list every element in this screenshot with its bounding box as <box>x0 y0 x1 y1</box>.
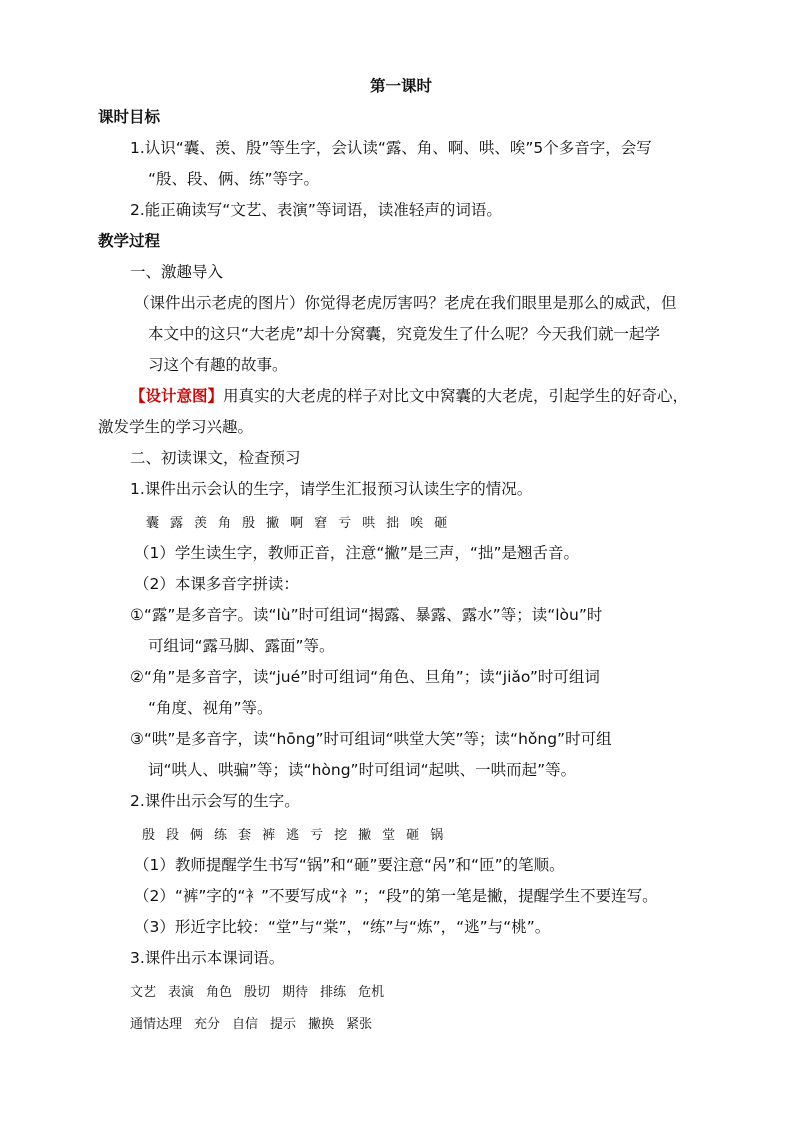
char: 拙 <box>386 516 400 531</box>
char: 殷 <box>142 828 156 843</box>
char: 露 <box>170 516 184 531</box>
polyphone-3-line-1: ③“哄”是多音字，读“hōng”时可组词“哄堂大笑”等；读“hǒng”时可组 <box>130 730 612 748</box>
word: 危机 <box>358 985 385 1000</box>
word: 文艺 <box>130 985 157 1000</box>
polyphone-2-line-1: ②“角”是多音字，读“jué”时可组词“角色、旦角”；读“jiǎo”时可组词 <box>130 668 600 686</box>
words-row-1 <box>130 980 396 1004</box>
item-3: 3.课件出示本课词语。 <box>130 949 285 967</box>
polyphone-1-line-1: ①“露”是多音字。读“lù”时可组词“揭露、暴露、露水”等；读“lòu”时 <box>130 606 603 624</box>
write-sub-2: （2）“裤”字的“衤”不要写成“礻”；“段”的第一笔是撇，提醒学生不要连写。 <box>134 887 658 905</box>
word: 角色 <box>206 985 233 1000</box>
write-sub-3: （3）形近字比较：“堂”与“棠”，“练”与“炼”，“逃”与“桃”。 <box>134 918 551 936</box>
char: 套 <box>238 828 252 843</box>
word: 充分 <box>194 1017 221 1032</box>
word: 殷切 <box>244 985 271 1000</box>
word: 自信 <box>232 1017 259 1032</box>
char: 亏 <box>338 516 352 531</box>
step-1-para-line-2: 本文中的这只“大老虎”却十分窝囊，究竟发生了什么呢？今天我们就一起学 <box>148 325 661 343</box>
item-2: 2.课件出示会写的生字。 <box>130 792 300 810</box>
goal-1-line-2: “殷、段、俩、练”等字。 <box>148 170 320 188</box>
char: 囊 <box>146 516 160 531</box>
design-intent-line-1 <box>130 385 688 407</box>
char: 挖 <box>334 828 348 843</box>
char: 练 <box>214 828 228 843</box>
char: 啊 <box>290 516 304 531</box>
step-1-para-line-1: （课件出示老虎的图片）你觉得老虎厉害吗？老虎在我们眼里是那么的威武，但 <box>134 294 677 312</box>
char: 哄 <box>362 516 376 531</box>
recognize-chars-row <box>146 511 458 535</box>
write-sub-1: （1）教师提醒学生书写“锅”和“砸”要注意“呙”和“匝”的笔顺。 <box>134 856 565 874</box>
goal-1-line-1: 1.认识“囊、羡、殷”等生字，会认读“露、角、啊、哄、唉”5个多音字，会写 <box>130 139 652 157</box>
char: 殷 <box>242 516 256 531</box>
word: 提示 <box>270 1017 297 1032</box>
char: 撇 <box>358 828 372 843</box>
char: 段 <box>166 828 180 843</box>
word: 通情达理 <box>130 1017 183 1032</box>
design-intent-text: 用真实的大老虎的样子对比文中窝囊的大老虎，引起学生的好奇心， <box>223 387 689 405</box>
char: 堂 <box>382 828 396 843</box>
char: 羡 <box>194 516 208 531</box>
design-intent-tag: 【设计意图】 <box>130 387 224 405</box>
words-row-2 <box>130 1012 384 1036</box>
word: 表演 <box>168 985 195 1000</box>
char: 唉 <box>410 516 424 531</box>
char: 窘 <box>314 516 328 531</box>
char: 逃 <box>286 828 300 843</box>
polyphone-3-line-2: 词“哄人、哄骗”等；读“hòng”时可组词“起哄、一哄而起”等。 <box>148 761 577 779</box>
step-1-heading: 一、激趣导入 <box>130 263 224 281</box>
word: 排练 <box>320 985 347 1000</box>
sub-2: （2）本课多音字拼读： <box>134 575 299 593</box>
char: 裤 <box>262 828 276 843</box>
char: 角 <box>218 516 232 531</box>
char: 砸 <box>406 828 420 843</box>
char: 锅 <box>430 828 444 843</box>
char: 俩 <box>190 828 204 843</box>
sub-1: （1）学生读生字，教师正音，注意“撇”是三声，“拙”是翘舌音。 <box>134 544 579 562</box>
polyphone-2-line-2: “角度、视角”等。 <box>148 699 273 717</box>
step-1-para-line-3: 习这个有趣的故事。 <box>148 356 288 374</box>
step-2-heading: 二、初读课文，检查预习 <box>130 449 301 467</box>
word: 期待 <box>282 985 309 1000</box>
goals-heading: 课时目标 <box>98 108 161 126</box>
char: 亏 <box>310 828 324 843</box>
process-heading: 教学过程 <box>98 232 161 250</box>
design-intent-line-2: 激发学生的学习兴趣。 <box>98 418 254 436</box>
polyphone-1-line-2: 可组词“露马脚、露面”等。 <box>148 637 335 655</box>
write-chars-row <box>142 823 454 847</box>
word: 撇换 <box>308 1017 335 1032</box>
goal-2: 2.能正确读写“文艺、表演”等词语，读准轻声的词语。 <box>130 201 502 219</box>
item-1: 1.课件出示会认的生字，请学生汇报预习认读生字的情况。 <box>130 480 533 498</box>
char: 砸 <box>434 516 448 531</box>
char: 撇 <box>266 516 280 531</box>
word: 紧张 <box>346 1017 373 1032</box>
page-title: 第一课时 <box>370 77 433 95</box>
